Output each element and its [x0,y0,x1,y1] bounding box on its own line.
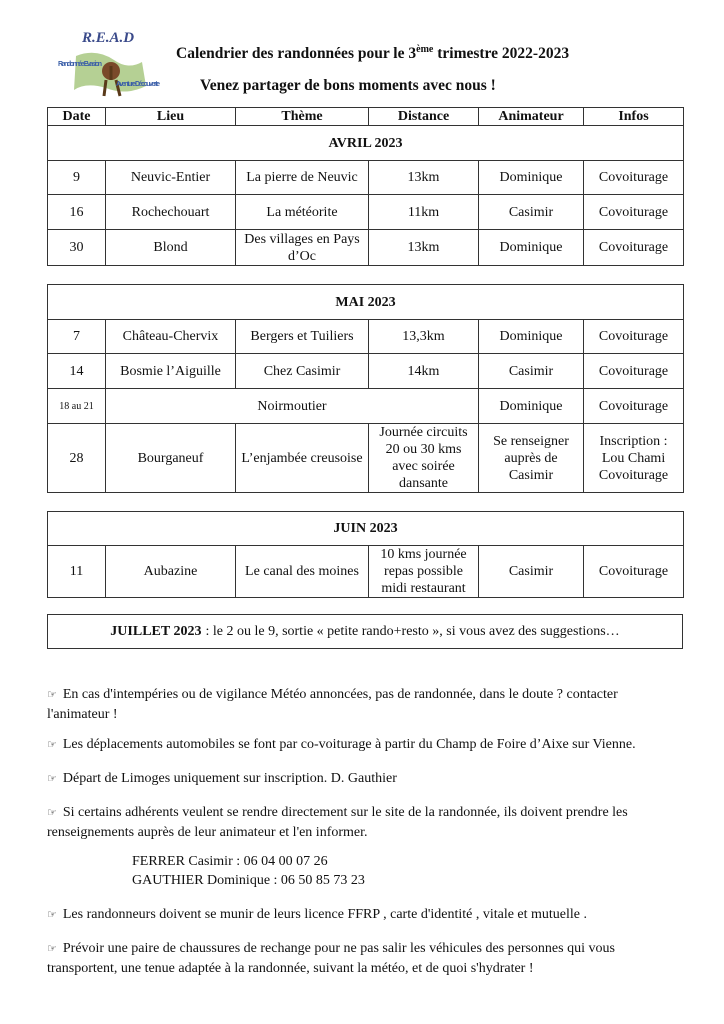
cell-animateur: Casimir [479,195,584,230]
table-avril [47,107,684,266]
table-mai [47,284,684,493]
cell-lieu: Rochechouart [106,195,236,230]
cell-theme: La pierre de Neuvic [236,161,369,195]
cell-infos: Covoiturage [584,161,684,195]
cell-distance: 13km [369,230,479,266]
cell-lieu: Aubazine [106,546,236,598]
juillet-label: JUILLET 2023 [110,623,202,639]
cell-date: 14 [48,354,106,389]
pointing-hand-icon: ☞ [47,772,57,785]
cell-date: 18 au 21 [48,389,106,424]
logo-right-text: Aventure Découverte [116,81,160,88]
cell-distance: 10 kms journée repas possible midi restaurant [369,546,479,598]
note-text: Les randonneurs doivent se munir de leurs licence FFRP , carte d'identité , vitale et mutuelle . [62,907,588,922]
pointing-hand-icon: ☞ [47,806,57,819]
col-date: Date [48,108,106,126]
cell-infos: Covoiturage [584,195,684,230]
table-row [48,389,684,424]
cell-lieu: Neuvic-Entier [106,161,236,195]
cell-lieu: Château-Chervix [106,320,236,354]
page-title [176,44,636,63]
cell-infos: Inscription : Lou Chami Covoiturage [584,424,684,493]
cell-infos: Covoiturage [584,320,684,354]
cell-animateur: Dominique [479,161,584,195]
cell-lieu: Noirmoutier [106,389,479,424]
month-avril: AVRIL 2023 [48,126,684,161]
cell-animateur: Casimir [479,546,584,598]
contacts [132,852,365,890]
month-mai: MAI 2023 [48,285,684,320]
cell-theme: La météorite [236,195,369,230]
cell-lieu: Bosmie l’Aiguille [106,354,236,389]
cell-animateur: Dominique [479,230,584,266]
page-subtitle: Venez partager de bons moments avec nous ! [200,77,496,94]
pointing-hand-icon: ☞ [47,942,57,955]
cell-distance: 13,3km [369,320,479,354]
note-text: En cas d'intempéries ou de vigilance Météo annoncées, pas de randonnée, dans le doute ? contacter l'animateur ! [47,687,618,722]
cell-infos: Covoiturage [584,389,684,424]
cell-animateur: Casimir [479,354,584,389]
note-adherents [47,803,662,843]
contact-gauthier: GAUTHIER Dominique : 06 50 85 73 23 [132,873,365,888]
cell-date: 28 [48,424,106,493]
cell-animateur: Se renseigner auprès de Casimir [479,424,584,493]
logo-left-text: Randonnée Evasion [58,61,102,68]
cell-distance: 13km [369,161,479,195]
note-text: Départ de Limoges uniquement sur inscription. D. Gauthier [62,771,397,786]
table-juin [47,511,684,598]
cell-theme: Chez Casimir [236,354,369,389]
table-row [48,195,684,230]
col-infos: Infos [584,108,684,126]
logo-title: R.E.A.D [82,30,135,46]
title-suffix: trimestre 2022-2023 [433,45,570,63]
table-row [48,354,684,389]
juillet-box [47,614,683,649]
title-prefix: Calendrier des randonnées pour le 3 [176,45,417,63]
col-lieu: Lieu [106,108,236,126]
col-animateur: Animateur [479,108,584,126]
note-text: Les déplacements automobiles se font par co-voiturage à partir du Champ de Foire d’Aixe sur Vienne. [62,737,636,752]
table-row [48,424,684,493]
cell-lieu: Blond [106,230,236,266]
month-juin: JUIN 2023 [48,512,684,546]
note-depart [47,769,647,789]
cell-theme: Bergers et Tuiliers [236,320,369,354]
cell-distance: Journée circuits 20 ou 30 kms avec soirée dansante [369,424,479,493]
cell-theme: Le canal des moines [236,546,369,598]
read-logo [56,26,166,108]
table-row [48,230,684,266]
pointing-hand-icon: ☞ [47,688,57,701]
title-sup: ème [416,44,434,55]
cell-infos: Covoiturage [584,354,684,389]
cell-theme: L’enjambée creusoise [236,424,369,493]
pointing-hand-icon: ☞ [47,908,57,921]
contact-ferrer: FERRER Casimir : 06 04 00 07 26 [132,854,328,869]
cell-date: 16 [48,195,106,230]
note-covoiturage [47,735,647,755]
cell-infos: Covoiturage [584,230,684,266]
table-row [48,320,684,354]
note-licence [47,905,667,925]
cell-date: 30 [48,230,106,266]
table-row [48,546,684,598]
cell-lieu: Bourganeuf [106,424,236,493]
juillet-text: : le 2 ou le 9, sortie « petite rando+resto », si vous avez des suggestions… [205,623,620,639]
note-intemperies [47,685,647,725]
note-text: Si certains adhérents veulent se rendre directement sur le site de la randonnée, ils doivent prendre les renseignements auprès de leur animateur et l'en informer. [47,805,628,840]
col-theme: Thème [236,108,369,126]
note-text: Prévoir une paire de chaussures de rechange pour ne pas salir les véhicules des personnes qui vous transportent, une tenue adaptée à la randonnée, suivant la météo, et de quoi s'hydrater ! [47,941,615,976]
cell-date: 9 [48,161,106,195]
cell-distance: 11km [369,195,479,230]
cell-theme: Des villages en Pays d’Oc [236,230,369,266]
col-distance: Distance [369,108,479,126]
table-header-row [48,108,684,126]
table-row [48,161,684,195]
cell-distance: 14km [369,354,479,389]
pointing-hand-icon: ☞ [47,738,57,751]
cell-date: 7 [48,320,106,354]
cell-date: 11 [48,546,106,598]
cell-animateur: Dominique [479,389,584,424]
note-chaussures [47,939,677,979]
cell-animateur: Dominique [479,320,584,354]
cell-infos: Covoiturage [584,546,684,598]
